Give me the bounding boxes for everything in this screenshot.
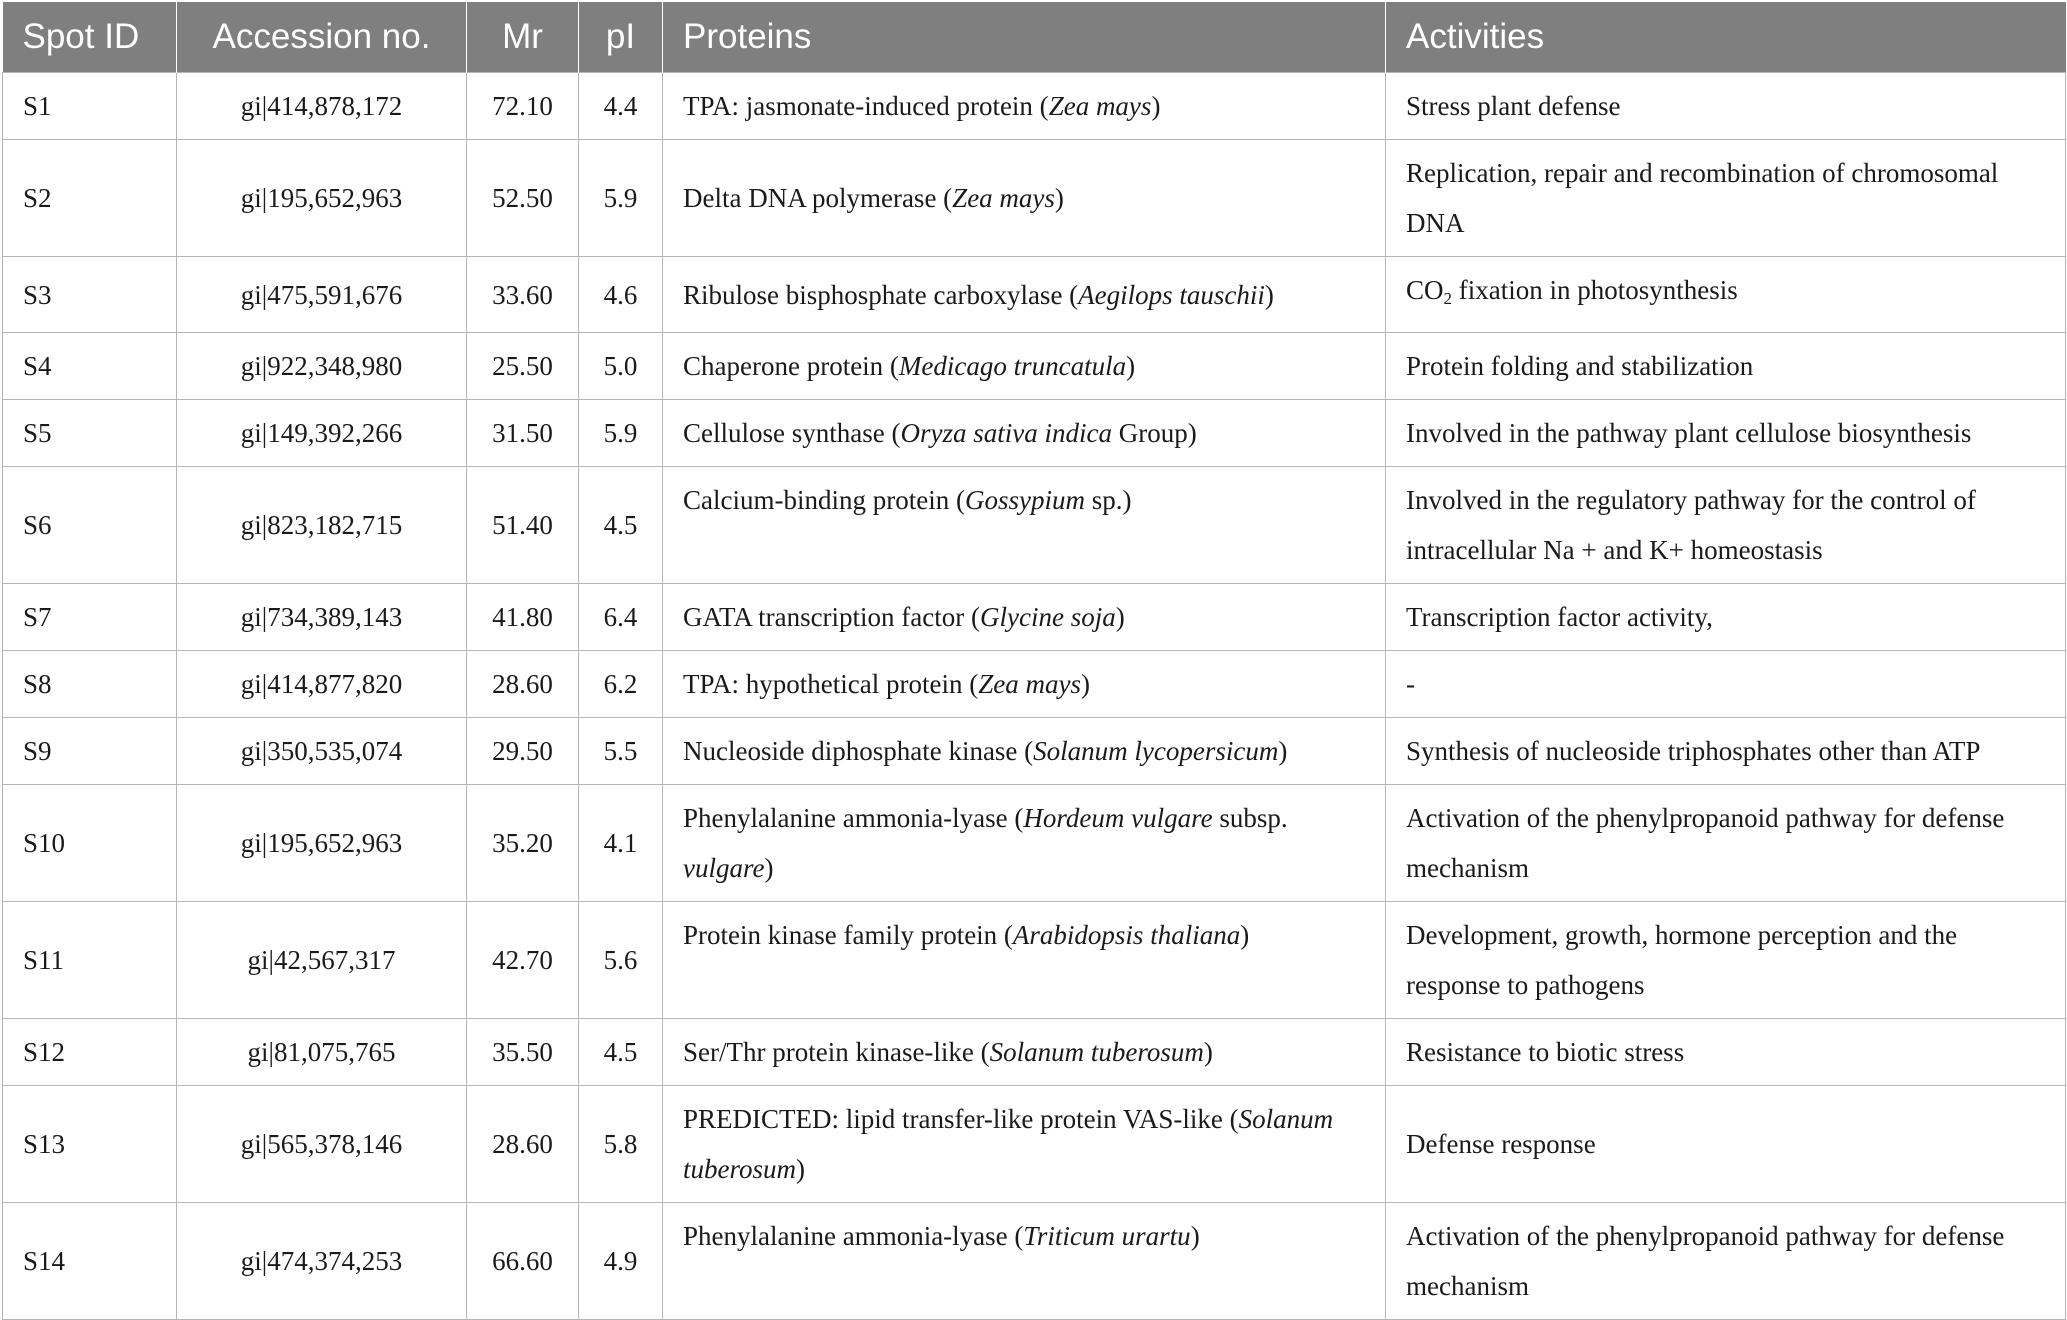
accession-cell: gi|81,075,765 <box>177 1019 467 1086</box>
table-body <box>3 73 2066 1320</box>
spot-id-cell: S14 <box>3 1203 177 1320</box>
protein-cell <box>663 1019 1386 1086</box>
activity-text: Defense response <box>1406 1129 1596 1159</box>
mr-cell: 35.20 <box>467 785 579 902</box>
mr-cell: 41.80 <box>467 584 579 651</box>
table-row <box>3 1086 2066 1203</box>
protein-cell <box>663 333 1386 400</box>
spot-id-cell: S4 <box>3 333 177 400</box>
protein-name-suffix: ) <box>1054 183 1064 213</box>
subspecies-name: vulgare <box>683 853 765 883</box>
species-name: Arabidopsis thaliana <box>1012 920 1241 950</box>
spot-id-cell: S7 <box>3 584 177 651</box>
table-row <box>3 73 2066 140</box>
table-row <box>3 785 2066 902</box>
accession-cell: gi|734,389,143 <box>177 584 467 651</box>
accession-cell: gi|474,374,253 <box>177 1203 467 1320</box>
activity-text: Stress plant defense <box>1406 91 1621 121</box>
accession-cell: gi|475,591,676 <box>177 257 467 333</box>
species-name: Gossypium <box>964 485 1085 515</box>
accession-cell: gi|565,378,146 <box>177 1086 467 1203</box>
protein-name-suffix: ) <box>1264 279 1274 310</box>
activity-cell <box>1386 1086 2066 1203</box>
activity-text: Activation of the phenylpropanoid pathway for defense mechanism <box>1406 803 2005 883</box>
species-name: Aegilops tauschii <box>1078 279 1265 310</box>
pi-cell: 4.6 <box>579 257 663 333</box>
protein-name-suffix: ) <box>796 1154 805 1184</box>
spot-id-cell: S11 <box>3 902 177 1019</box>
protein-name-suffix: sp.) <box>1084 485 1132 515</box>
protein-cell <box>663 257 1386 333</box>
pi-cell: 6.4 <box>579 584 663 651</box>
activity-text: Resistance to biotic stress <box>1406 1037 1685 1067</box>
activity-text: - <box>1406 669 1415 699</box>
pi-cell: 5.8 <box>579 1086 663 1203</box>
species-name: Solanum tuberosum <box>989 1037 1204 1067</box>
spot-id-cell: S8 <box>3 651 177 718</box>
protein-name: Phenylalanine ammonia-lyase ( <box>683 1221 1024 1251</box>
mr-cell: 52.50 <box>467 140 579 257</box>
header-row <box>3 2 2066 73</box>
protein-name: Cellulose synthase ( <box>683 418 901 448</box>
species-name: Solanum lycopersicum <box>1033 736 1279 766</box>
protein-cell <box>663 584 1386 651</box>
table-row <box>3 467 2066 584</box>
mr-cell: 35.50 <box>467 1019 579 1086</box>
accession-cell: gi|42,567,317 <box>177 902 467 1019</box>
mr-cell: 51.40 <box>467 467 579 584</box>
species-name: Solanum tuberosum <box>683 1104 1334 1184</box>
mr-cell: 31.50 <box>467 400 579 467</box>
protein-name: Phenylalanine ammonia-lyase ( <box>683 803 1024 833</box>
spot-id-cell: S13 <box>3 1086 177 1203</box>
protein-name-suffix: Group) <box>1111 418 1197 448</box>
accession-cell: gi|350,535,074 <box>177 718 467 785</box>
protein-name-suffix: ) <box>1240 920 1250 950</box>
activity-text: Replication, repair and recombination of chromosomal DNA <box>1406 158 1999 238</box>
header-mr: Mr <box>467 2 579 73</box>
activity-text: Involved in the pathway plant cellulose biosynthesis <box>1406 418 1972 448</box>
protein-cell <box>663 1086 1386 1203</box>
table-row <box>3 584 2066 651</box>
protein-name: Protein kinase family protein ( <box>683 920 1013 950</box>
protein-name: Nucleoside diphosphate kinase ( <box>683 736 1034 766</box>
pi-cell: 5.6 <box>579 902 663 1019</box>
activity-cell <box>1386 902 2066 1019</box>
mr-cell: 28.60 <box>467 1086 579 1203</box>
table-row <box>3 718 2066 785</box>
accession-cell: gi|195,652,963 <box>177 785 467 902</box>
activity-cell <box>1386 467 2066 584</box>
protein-name-suffix: ) <box>1151 91 1161 121</box>
header-spot-id: Spot ID <box>3 2 177 73</box>
accession-cell: gi|823,182,715 <box>177 467 467 584</box>
accession-cell: gi|922,348,980 <box>177 333 467 400</box>
protein-name: Ser/Thr protein kinase-like ( <box>683 1037 990 1067</box>
spot-id-cell: S2 <box>3 140 177 257</box>
activity-cell <box>1386 651 2066 718</box>
species-name: Zea mays <box>952 183 1055 213</box>
table-row <box>3 140 2066 257</box>
pi-cell: 5.0 <box>579 333 663 400</box>
table-row <box>3 257 2066 333</box>
protein-name: Calcium-binding protein ( <box>683 485 965 515</box>
table-container <box>2 2 2065 1320</box>
spot-id-cell: S5 <box>3 400 177 467</box>
pi-cell: 4.9 <box>579 1203 663 1320</box>
activity-cell <box>1386 140 2066 257</box>
pi-cell: 5.9 <box>579 140 663 257</box>
spot-id-cell: S9 <box>3 718 177 785</box>
protein-name-suffix: ) <box>1278 736 1288 766</box>
table-row <box>3 651 2066 718</box>
protein-name-suffix: subsp. <box>1212 803 1288 833</box>
mr-cell: 28.60 <box>467 651 579 718</box>
activity-cell <box>1386 718 2066 785</box>
protein-cell <box>663 785 1386 902</box>
spot-id-cell: S3 <box>3 257 177 333</box>
pi-cell: 4.5 <box>579 467 663 584</box>
table-row <box>3 400 2066 467</box>
table-row <box>3 1019 2066 1086</box>
activity-cell <box>1386 73 2066 140</box>
mr-cell: 66.60 <box>467 1203 579 1320</box>
protein-name-suffix: ) <box>1126 351 1136 381</box>
protein-name: GATA transcription factor ( <box>683 602 980 632</box>
protein-name: Delta DNA polymerase ( <box>683 183 953 213</box>
activity-text: Activation of the phenylpropanoid pathway for defense mechanism <box>1406 1221 2005 1301</box>
activity-text: CO <box>1406 275 1444 305</box>
species-name: Zea mays <box>1048 91 1152 121</box>
species-name: Medicago truncatula <box>898 351 1127 381</box>
pi-cell: 4.5 <box>579 1019 663 1086</box>
pi-cell: 4.1 <box>579 785 663 902</box>
activity-subscript: 2 <box>1443 289 1453 308</box>
species-name: Triticum urartu <box>1023 1221 1191 1251</box>
activity-cell <box>1386 400 2066 467</box>
protein-name: PREDICTED: lipid transfer-like protein VAS-like ( <box>683 1104 1239 1134</box>
protein-name: Ribulose bisphosphate carboxylase ( <box>683 279 1079 310</box>
species-name: Hordeum vulgare <box>1023 803 1213 833</box>
accession-cell: gi|414,878,172 <box>177 73 467 140</box>
table-row <box>3 333 2066 400</box>
protein-cell <box>663 902 1386 1019</box>
spot-id-cell: S12 <box>3 1019 177 1086</box>
protein-cell <box>663 73 1386 140</box>
species-name: Oryza sativa indica <box>900 418 1112 448</box>
pi-cell: 4.4 <box>579 73 663 140</box>
mr-cell: 33.60 <box>467 257 579 333</box>
activity-cell <box>1386 257 2066 333</box>
header-activities: Activities <box>1386 2 2066 73</box>
mr-cell: 72.10 <box>467 73 579 140</box>
activity-cell <box>1386 1019 2066 1086</box>
activity-cell <box>1386 584 2066 651</box>
table-header <box>3 2 2066 73</box>
activity-text: Transcription factor activity, <box>1406 602 1713 632</box>
header-proteins: Proteins <box>663 2 1386 73</box>
protein-name: TPA: jasmonate-induced protein ( <box>683 91 1049 121</box>
species-name: Zea mays <box>978 669 1081 699</box>
spot-id-cell: S1 <box>3 73 177 140</box>
protein-cell <box>663 400 1386 467</box>
pi-cell: 5.9 <box>579 400 663 467</box>
spot-id-cell: S6 <box>3 467 177 584</box>
protein-cell <box>663 651 1386 718</box>
protein-name-end: ) <box>764 853 774 883</box>
mr-cell: 29.50 <box>467 718 579 785</box>
activity-cell <box>1386 333 2066 400</box>
activity-text: Development, growth, hormone perception and the response to pathogens <box>1406 920 1958 1000</box>
table-row <box>3 902 2066 1019</box>
protein-table <box>2 2 2066 1320</box>
pi-cell: 6.2 <box>579 651 663 718</box>
header-accession: Accession no. <box>177 2 467 73</box>
protein-name: TPA: hypothetical protein ( <box>683 669 979 699</box>
activity-text: Involved in the regulatory pathway for the control of intracellular Na + and K+ homeostasis <box>1406 485 1976 565</box>
protein-cell <box>663 140 1386 257</box>
mr-cell: 42.70 <box>467 902 579 1019</box>
protein-cell <box>663 467 1386 584</box>
activity-text-suffix: fixation in photosynthesis <box>1452 275 1738 305</box>
header-pi: pI <box>579 2 663 73</box>
protein-name: Chaperone protein ( <box>683 351 899 381</box>
activity-cell <box>1386 785 2066 902</box>
protein-name-suffix: ) <box>1115 602 1125 632</box>
protein-name-suffix: ) <box>1190 1221 1200 1251</box>
accession-cell: gi|149,392,266 <box>177 400 467 467</box>
spot-id-cell: S10 <box>3 785 177 902</box>
mr-cell: 25.50 <box>467 333 579 400</box>
protein-name-suffix: ) <box>1203 1037 1213 1067</box>
accession-cell: gi|195,652,963 <box>177 140 467 257</box>
activity-text: Protein folding and stabilization <box>1406 351 1754 381</box>
activity-cell <box>1386 1203 2066 1320</box>
protein-cell <box>663 718 1386 785</box>
activity-text: Synthesis of nucleoside triphosphates other than ATP <box>1406 736 1981 766</box>
table-row <box>3 1203 2066 1320</box>
species-name: Glycine soja <box>980 602 1116 632</box>
pi-cell: 5.5 <box>579 718 663 785</box>
protein-cell <box>663 1203 1386 1320</box>
protein-name-suffix: ) <box>1080 669 1090 699</box>
accession-cell: gi|414,877,820 <box>177 651 467 718</box>
